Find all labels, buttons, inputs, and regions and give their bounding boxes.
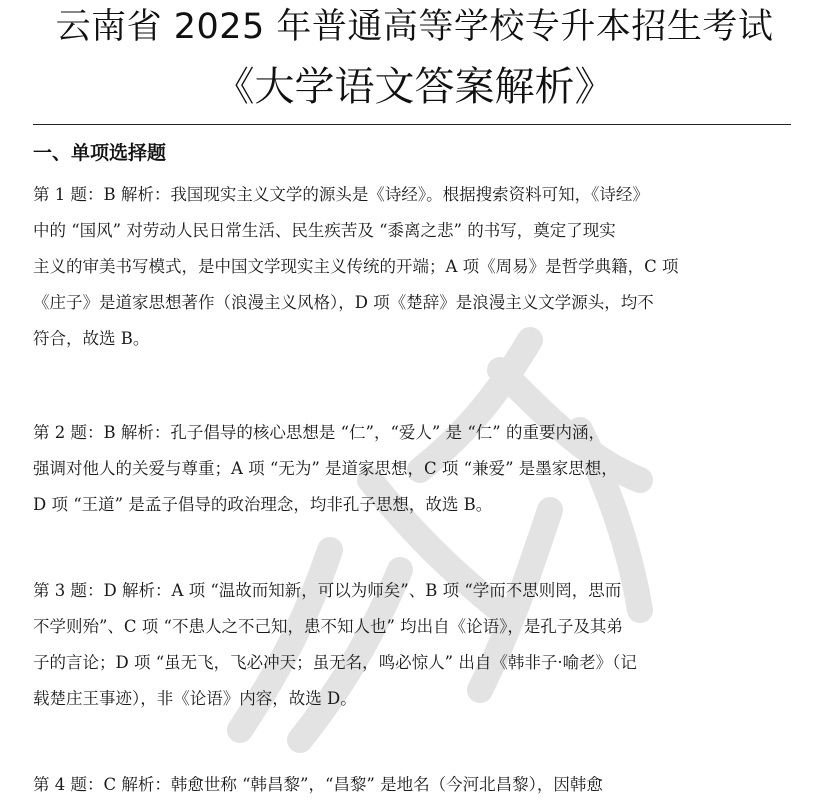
paragraph-line: 子的言论；D 项 “虽无飞，飞必冲天；虽无名，鸣必惊人” 出自《韩非子·喻老》（记	[33, 653, 637, 672]
paragraph-line: 符合，故选 B。	[33, 329, 150, 348]
paragraph-line: 中的 “国风” 对劳动人民日常生活、民生疾苦及 “黍离之悲” 的书写，奠定了现实	[33, 221, 616, 240]
paragraph-line: 强调对他人的关爱与尊重；A 项 “无为” 是道家思想，C 项 “兼爱” 是墨家思想，	[33, 459, 618, 478]
paragraph-line: 第 3 题：D 解析：A 项 “温故而知新，可以为师矣”、B 项 “学而不思则罔，思而	[33, 581, 622, 600]
answer-paragraph-3	[33, 573, 791, 717]
answer-paragraph-4	[33, 767, 791, 803]
answer-paragraph-1	[33, 177, 791, 357]
answer-paragraph-2	[33, 415, 791, 523]
paragraph-line: 第 2 题：B 解析：孔子倡导的核心思想是 “仁”，“爱人” 是 “仁” 的重要内涵，	[33, 423, 605, 442]
paragraph-line: 《庄子》是道家思想著作（浪漫主义风格），D 项《楚辞》是浪漫主义文学源头，均不	[33, 293, 654, 312]
document-title-line1: 云南省 2025 年普通高等学校专升本招生考试	[55, 7, 774, 47]
document-title-line2: 《大学语文答案解析》	[214, 64, 615, 110]
paragraph-line: 主义的审美书写模式，是中国文学现实主义传统的开端；A 项《周易》是哲学典籍，C 项	[33, 257, 679, 276]
paragraph-line: 第 4 题：C 解析：韩愈世称 “韩昌黎”，“昌黎” 是地名（今河北昌黎），因韩愈	[33, 775, 603, 794]
section-heading: 一、单项选择题	[33, 142, 167, 164]
paragraph-line: 载楚庄王事迹），非《论语》内容，故选 D。	[33, 689, 357, 708]
paragraph-line: D 项 “王道” 是孟子倡导的政治理念，均非孔子思想，故选 B。	[33, 495, 493, 514]
paragraph-line: 不学则殆”、C 项 “不患人之不己知，患不知人也” 均出自《论语》，是孔子及其弟	[33, 617, 623, 636]
title-divider	[33, 124, 791, 125]
paragraph-line: 第 1 题：B 解析：我国现实主义文学的源头是《诗经》。根据搜索资料可知，《诗经》	[33, 185, 649, 204]
